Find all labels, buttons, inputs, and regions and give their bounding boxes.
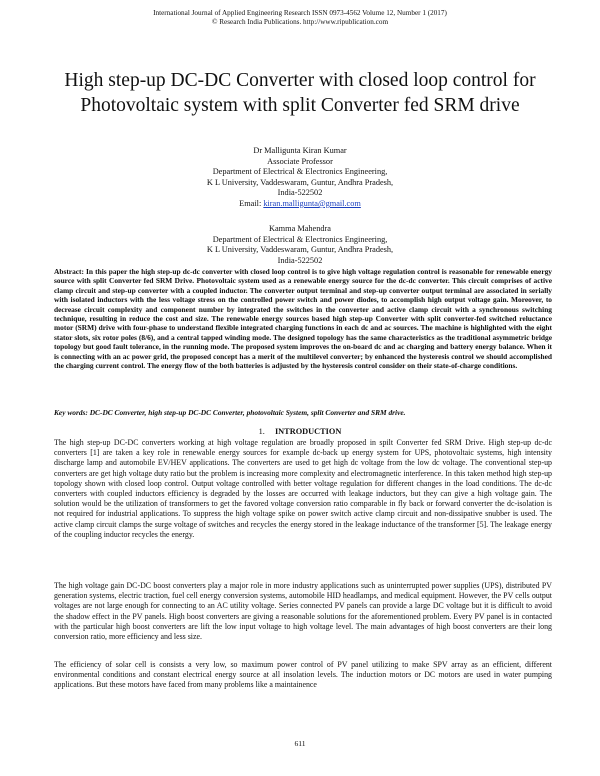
author-1-email-line — [150, 199, 450, 210]
copyright-line: © Research India Publications. http://www.ripublication.com — [211, 18, 389, 26]
author-1-block — [150, 146, 450, 210]
author-1-affiliation: K L University, Vaddeswaram, Guntur, Andhra Pradesh, — [206, 177, 394, 187]
author-1-pin: India-522502 — [277, 188, 323, 198]
section-title: INTRODUCTION — [274, 427, 342, 436]
email-label: Email: — [239, 198, 262, 208]
author-1-name: Dr Malligunta Kiran Kumar — [253, 146, 347, 155]
author-1-role: Associate Professor — [267, 156, 333, 166]
author-1-dept: Department of Electrical & Electronics Engineering, — [212, 167, 388, 177]
page-number: 611 — [294, 739, 306, 748]
author-2-affiliation: K L University, Vaddeswaram, Guntur, Andhra Pradesh, — [206, 245, 394, 255]
email-link[interactable]: kiran.malligunta@gmail.com — [263, 198, 361, 208]
keywords: Key words: DC-DC Converter, high step-up DC-DC Converter, photovoltaic System, split Converter and SRM drive. — [54, 408, 406, 417]
author-2-block — [150, 224, 450, 266]
intro-paragraph-3: The efficiency of solar cell is consists a very low, so maximum power control of PV panel utilizing to make SPV array as an efficient, different environmental conditions and constant electrical energy source at all insolation levels. The induction motors or DC motors are used in water pumping applications. But these motors have faced from many problems like a maintainence — [54, 660, 552, 690]
abstract: Abstract: In this paper the high step-up dc-dc converter with closed loop control is to give high voltage regulation control is reasonable for renewable energy source with split Converter fed SRM Drive. Photovoltaic system used as a renewable energy source for the dc-dc converter. This circuit comprises of active clamp circuit and step-up converter with a coupled inductor. The converter output terminal and step-up converter output terminal are associated in serially with isolated inductors with the less voltage stress on the controlled power switch and power diodes, to accomplish high output voltage gain. Moreover, to decrease circuit complexity and component number by integrated the switches in the converter and active clamp circuit with a synchronous switching technique, resulting in reduce the cost and size. The renewable energy sources based high step-up Converter with split converter-fed switched reluctance motor (SRM) drive with four-phase to understand flexible integrated charging functions in each dc and ac sources. The machine is highlighted with the eight stator slots, six rotor poles (8/6), and a central tapped winding mode. The designed topology has the same characteristics as the traditional asymmetric bridge topology but good fault tolerance, in the running mode. The proposed system improves the on-board dc and ac charging and battery energy balance. When it is connecting with an ac power grid, the proposed concept has a merit of the multilevel converter; by enhanced the hysteresis control we should accomplished the charging current control. The energy flow of the both batteries is adjusted by the hysteresis control consider on their state-of-charge conditions. — [54, 267, 552, 371]
intro-paragraph-1: The high step-up DC-DC converters working at high voltage regulation are broadly proposed in spilt Converter fed SRM Drive. High step-up dc-dc converters [1] are taken a key role in renewable energy sources for example dc-back up energy system for UPS, photovoltaic systems, high intensity discharge lamp and automobile EV/HEV applications. The converters are used to get high dc voltage from the low dc voltage. The conventional step-up converters are get high voltage duty ratio but the problem is increasing more complexity and electromagnetic interference. In this taken method high step-up topology shown with closed loop control. Output voltage controlled with better voltage regulation for different changes in the load conditions. The dc-dc converters with coupled inductors efficiency is degraded by the losses are occurred with leakage inductors, but they can give a high voltage gain. The solution would be the utilization of transformers to get the favored voltage conversion ratio comparable in fly back or forward converter the dc-isolation is not required for industrial applications. To suppress the high voltage spike on power switch active clamp circuit and non-dissipative snubber is used. The active clamp circuit clamps the surge voltage of switches and recycles the energy stored in the leakage inductance of the transformer [5]. The leakage energy of the coupling inductor recycles the energy. — [54, 438, 552, 539]
author-2-name: Kamma Mahendra — [269, 224, 331, 233]
author-2-pin: India-522502 — [277, 255, 323, 265]
section-heading — [0, 427, 600, 437]
paper-title: High step-up DC-DC Converter with closed loop control for Photovoltaic system with split Converter fed SRM drive — [64, 70, 536, 116]
journal-header: International Journal of Applied Engineering Research ISSN 0973-4562 Volume 12, Number 1 (2017) — [153, 9, 447, 17]
section-number: 1. — [258, 427, 265, 436]
author-2-dept: Department of Electrical & Electronics Engineering, — [212, 234, 388, 244]
intro-paragraph-2: The high voltage gain DC-DC boost converters play a major role in more industry applications such as uninterrupted power supplies (UPS), distributed PV generation systems, electric traction, fuel cell energy conversion systems, automobile HID headlamps, and medical equipment. However, the PV cells output voltages are not large enough for connecting to an AC utility voltage. Series connected PV panels can provide a large DC voltage but it is difficult to avoid the shadow effect in the PV panels. High boost converters are giving a reasonable solutions for the aforementioned problem. Every PV panel is in contacted with the particular high boost converters are lift the low input voltage to high voltage level. The main advantages of high boost converters are their long conversion ratio, more efficiency and less size. — [54, 581, 552, 642]
